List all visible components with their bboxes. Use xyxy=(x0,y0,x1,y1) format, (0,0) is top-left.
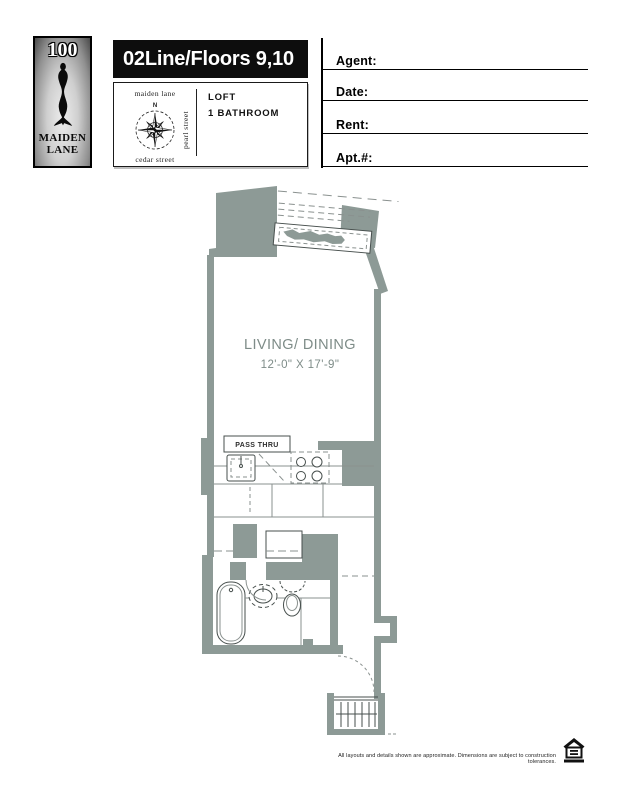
building-number: 100 xyxy=(47,39,78,61)
title-bar xyxy=(113,40,308,78)
mermaid-icon xyxy=(43,62,83,130)
info-divider xyxy=(196,89,197,156)
building-name xyxy=(39,132,87,156)
north-indicator: N xyxy=(152,103,158,109)
agent-label: Agent: xyxy=(336,54,377,68)
bathroom xyxy=(217,580,330,645)
kitchen-sink xyxy=(227,455,255,481)
pass-thru-label: PASS THRU xyxy=(235,442,279,449)
counter-diagonal xyxy=(259,454,284,481)
date-label: Date: xyxy=(336,85,369,99)
rent-field[interactable] xyxy=(322,115,588,134)
apt-number-field[interactable] xyxy=(322,148,588,167)
toilet xyxy=(284,594,301,616)
street-label-right: pearl street xyxy=(181,111,190,149)
unit-type-label: LOFT xyxy=(208,92,236,103)
stove xyxy=(291,452,329,483)
page-title: 02Line/Floors 9,10 xyxy=(123,47,294,70)
compass-rose-icon xyxy=(136,111,174,149)
refrigerator xyxy=(266,531,302,558)
building-logo xyxy=(33,36,92,168)
entry xyxy=(334,656,397,734)
rent-label: Rent: xyxy=(336,118,369,132)
room-label: LIVING/ DINING xyxy=(244,337,356,353)
floor-plan xyxy=(195,180,407,744)
date-field[interactable] xyxy=(322,82,588,101)
bathtub xyxy=(217,582,245,644)
building-name-line1: MAIDEN xyxy=(38,132,87,144)
entry-closet xyxy=(334,697,378,727)
room-dimensions: 12'-0" X 17'-9" xyxy=(260,359,340,371)
disclaimer-text: All layouts and details shown are approximate. Dimensions are subject to construction tolerances. xyxy=(338,753,556,765)
compass-map xyxy=(114,85,196,165)
window-band xyxy=(273,191,398,255)
building-name-line2: LANE xyxy=(46,144,79,156)
apt-number-label: Apt.#: xyxy=(336,151,373,165)
street-label-bottom: cedar street xyxy=(135,155,175,164)
equal-housing-icon xyxy=(563,738,585,763)
vanity xyxy=(280,581,305,592)
cabinet-lines xyxy=(214,484,374,517)
pass-thru-box xyxy=(224,436,290,452)
entry-door-arc xyxy=(338,656,374,692)
bathroom-count-label: 1 BATHROOM xyxy=(208,108,280,119)
agent-field[interactable] xyxy=(322,51,588,70)
unit-info-box xyxy=(113,82,308,167)
street-label-top: maiden lane xyxy=(134,89,176,98)
